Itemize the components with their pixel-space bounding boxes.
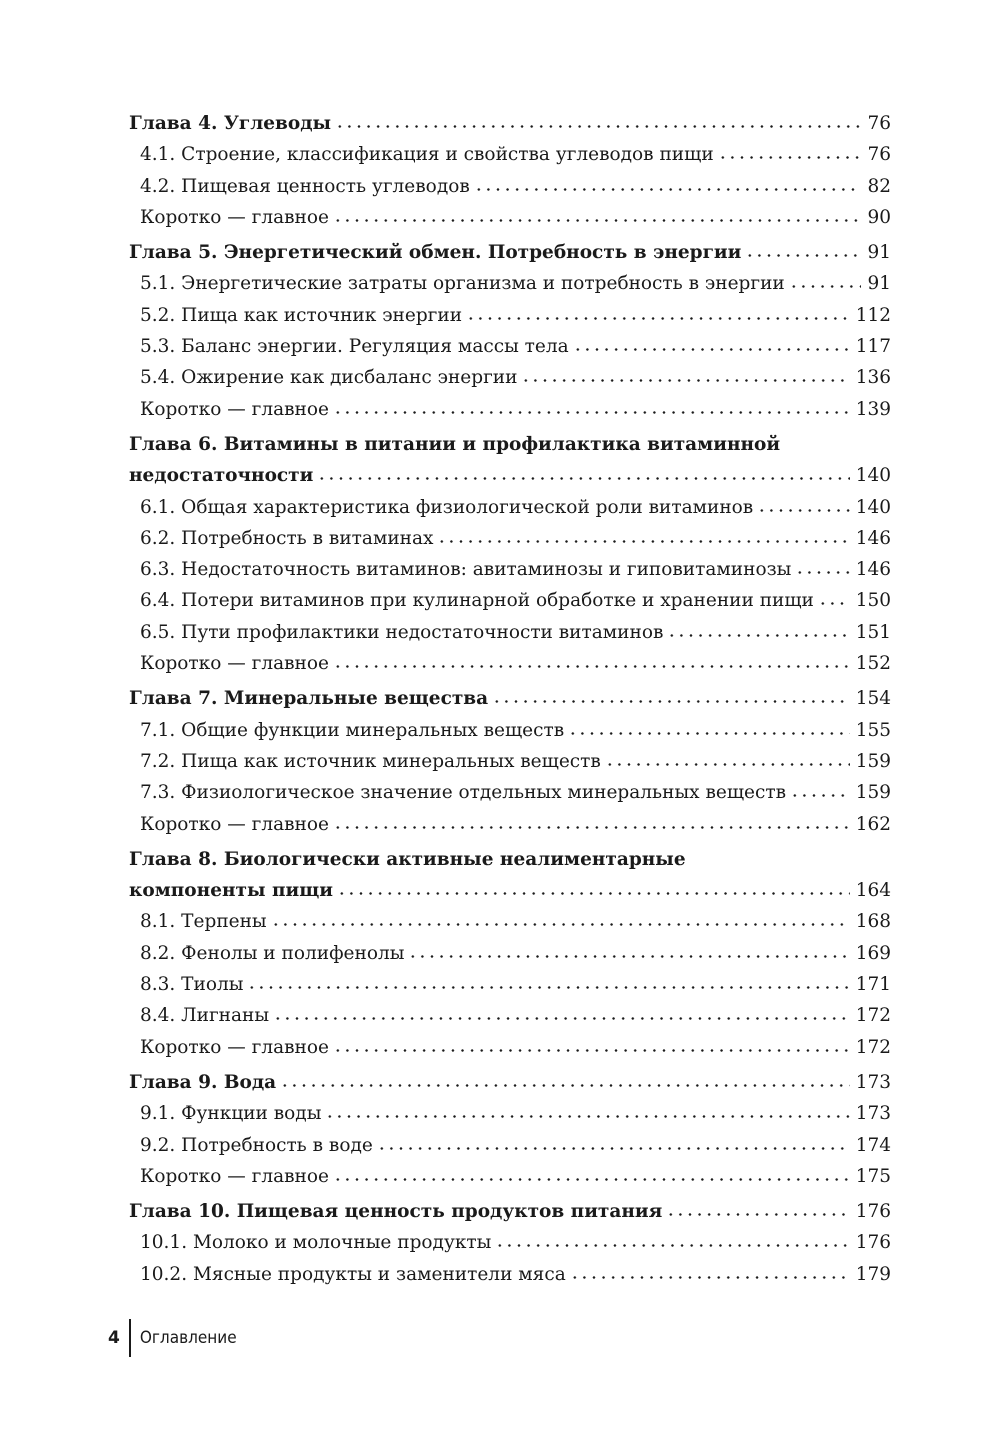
toc-section-entry-page: 159 bbox=[855, 750, 891, 772]
toc-section-entry-title: 5.4. Ожирение как дисбаланс энергии bbox=[140, 367, 518, 389]
toc-chapter bbox=[129, 429, 891, 679]
toc-section-entry-page: 159 bbox=[855, 782, 891, 804]
toc-section-entry[interactable] bbox=[129, 1161, 891, 1192]
toc-section-entry-title: 10.1. Молоко и молочные продукты bbox=[140, 1232, 492, 1254]
toc-chapter-entry[interactable] bbox=[129, 237, 891, 268]
dot-leader bbox=[474, 188, 862, 191]
toc-section-entry-page: 76 bbox=[867, 144, 891, 166]
toc-section-entry-title: Коротко — главное bbox=[140, 1165, 329, 1187]
toc-section-entry[interactable] bbox=[129, 906, 891, 937]
toc-section-entry-title: 7.1. Общие функции минеральных веществ bbox=[140, 719, 565, 741]
toc-section-entry-page: 173 bbox=[855, 1103, 891, 1125]
toc-section-entry[interactable] bbox=[129, 938, 891, 969]
toc-section-entry-page: 139 bbox=[855, 398, 891, 420]
dot-leader bbox=[317, 477, 849, 480]
toc-chapter-entry-title: Глава 10. Пищевая ценность продуктов питания bbox=[129, 1201, 663, 1223]
toc-chapter-entry[interactable] bbox=[129, 875, 891, 906]
dot-leader bbox=[333, 219, 862, 222]
toc-section-entry-title: 5.1. Энергетические затраты организма и потребность в энергии bbox=[140, 273, 785, 295]
toc-section-entry-title: 8.1. Терпены bbox=[140, 911, 267, 933]
dot-leader bbox=[247, 986, 849, 989]
toc-section-entry-page: 171 bbox=[855, 974, 891, 996]
toc-section-entry[interactable] bbox=[129, 1000, 891, 1031]
toc-chapter-entry-page: 91 bbox=[867, 242, 891, 264]
toc-section-entry[interactable] bbox=[129, 1227, 891, 1258]
toc-section-entry-title: Коротко — главное bbox=[140, 653, 329, 675]
toc-section-entry-page: 152 bbox=[855, 653, 891, 675]
dot-leader bbox=[280, 1084, 850, 1087]
dot-leader bbox=[492, 700, 850, 703]
dot-leader bbox=[325, 1115, 849, 1118]
dot-leader bbox=[273, 1017, 850, 1020]
toc-section-entry-title: 6.3. Недостаточность витаминов: авитаминозы и гиповитаминозы bbox=[140, 559, 792, 581]
toc-chapter-entry-title: Глава 9. Вода bbox=[129, 1071, 277, 1093]
toc-section-entry[interactable] bbox=[129, 746, 891, 777]
toc-section-entry-page: 179 bbox=[855, 1263, 891, 1285]
toc-chapter bbox=[129, 844, 891, 1063]
toc-section-entry-title: Коротко — главное bbox=[140, 1036, 329, 1058]
dot-leader bbox=[271, 923, 850, 926]
toc-section-entry[interactable] bbox=[129, 554, 891, 585]
dot-leader bbox=[333, 411, 850, 414]
toc-section-entry-title: 4.2. Пищевая ценность углеводов bbox=[140, 175, 470, 197]
toc-chapter bbox=[129, 1196, 891, 1290]
toc-section-entry-title: 10.2. Мясные продукты и заменители мяса bbox=[140, 1263, 566, 1285]
toc-section-entry-page: 117 bbox=[855, 336, 891, 358]
toc-chapter bbox=[129, 237, 891, 425]
toc-section-entry-page: 82 bbox=[867, 175, 891, 197]
toc-chapter-entry[interactable] bbox=[129, 460, 891, 491]
toc-section-entry-page: 90 bbox=[867, 206, 891, 228]
toc-section-entry-title: 5.3. Баланс энергии. Регуляция массы тела bbox=[140, 336, 569, 358]
toc-section-entry[interactable] bbox=[129, 268, 891, 299]
dot-leader bbox=[757, 509, 849, 512]
toc-section-entry-page: 172 bbox=[855, 1005, 891, 1027]
toc-section-entry-title: 9.2. Потребность в воде bbox=[140, 1134, 373, 1156]
toc-section-entry-page: 162 bbox=[855, 813, 891, 835]
toc-section-entry-page: 175 bbox=[855, 1165, 891, 1187]
toc-chapter-entry[interactable] bbox=[129, 1067, 891, 1098]
toc-section-entry[interactable] bbox=[129, 362, 891, 393]
toc-section-entry[interactable] bbox=[129, 139, 891, 170]
toc-chapter-entry-page: 173 bbox=[855, 1071, 891, 1093]
dot-leader bbox=[333, 665, 850, 668]
toc-section-entry-title: 6.2. Потребность в витаминах bbox=[140, 527, 434, 549]
toc-chapter-entry-title: Глава 4. Углеводы bbox=[129, 113, 332, 134]
dot-leader bbox=[568, 732, 850, 735]
toc-section-entry[interactable] bbox=[129, 331, 891, 362]
toc-section-entry-title: 7.3. Физиологическое значение отдельных минеральных веществ bbox=[140, 782, 787, 804]
dot-leader bbox=[333, 1049, 850, 1052]
running-title: Оглавление bbox=[139, 1328, 237, 1348]
toc-chapter-entry[interactable] bbox=[129, 108, 891, 139]
toc-chapter-entry-title: Глава 5. Энергетический обмен. Потребность в энергии bbox=[129, 242, 742, 264]
toc-section-entry[interactable] bbox=[129, 777, 891, 808]
toc-section-entry-page: 91 bbox=[867, 273, 891, 295]
toc-section-entry[interactable] bbox=[129, 394, 891, 425]
dot-leader bbox=[790, 794, 850, 797]
dot-leader bbox=[573, 348, 850, 351]
toc-section-entry-title: 6.1. Общая характеристика физиологической роли витаминов bbox=[140, 496, 754, 518]
dot-leader bbox=[333, 826, 850, 829]
dot-leader bbox=[335, 125, 861, 128]
toc-chapter-entry-title: недостаточности bbox=[129, 465, 314, 487]
dot-leader bbox=[337, 892, 850, 895]
toc-section-entry[interactable] bbox=[129, 202, 891, 233]
toc-section-entry-page: 112 bbox=[855, 304, 891, 326]
toc-chapter-entry-page: 176 bbox=[855, 1201, 891, 1223]
toc-section-entry[interactable] bbox=[129, 1032, 891, 1063]
dot-leader bbox=[466, 317, 850, 320]
dot-leader bbox=[795, 571, 849, 574]
dot-leader bbox=[818, 602, 850, 605]
toc-section-entry-title: 5.2. Пища как источник энергии bbox=[140, 304, 463, 326]
dot-leader bbox=[408, 955, 849, 958]
toc-section-entry[interactable] bbox=[129, 969, 891, 1000]
toc-chapter-entry-page: 140 bbox=[855, 465, 891, 487]
toc-section-entry-title: 9.1. Функции воды bbox=[140, 1103, 322, 1125]
toc-section-entry[interactable] bbox=[129, 171, 891, 202]
toc-section-entry[interactable] bbox=[129, 1130, 891, 1161]
toc-section-entry-title: 8.3. Тиолы bbox=[140, 974, 244, 996]
dot-leader bbox=[521, 379, 849, 382]
dot-leader bbox=[495, 1244, 849, 1247]
page-number: 4 bbox=[108, 1328, 120, 1348]
toc-section-entry[interactable] bbox=[129, 617, 891, 648]
dot-leader bbox=[789, 285, 862, 288]
toc-section-entry[interactable] bbox=[129, 492, 891, 523]
toc-section-entry-title: Коротко — главное bbox=[140, 398, 329, 420]
dot-leader bbox=[377, 1147, 850, 1150]
toc-section-entry-title: 7.2. Пища как источник минеральных веществ bbox=[140, 750, 601, 772]
toc-chapter bbox=[129, 1067, 891, 1192]
toc-section-entry-page: 140 bbox=[855, 496, 891, 518]
table-of-contents bbox=[129, 108, 891, 1294]
dot-leader bbox=[666, 1213, 849, 1216]
dot-leader bbox=[667, 634, 849, 637]
footer-divider bbox=[129, 1319, 131, 1357]
toc-section-entry-title: Коротко — главное bbox=[140, 206, 329, 228]
toc-section-entry-title: Коротко — главное bbox=[140, 813, 329, 835]
toc-section-entry-page: 168 bbox=[855, 911, 891, 933]
toc-chapter-entry[interactable] bbox=[129, 1196, 891, 1227]
toc-section-entry-page: 169 bbox=[855, 942, 891, 964]
dot-leader bbox=[745, 254, 861, 257]
toc-chapter-entry[interactable] bbox=[129, 683, 891, 714]
toc-chapter bbox=[129, 683, 891, 839]
toc-section-entry-page: 155 bbox=[855, 719, 891, 741]
toc-section-entry-page: 174 bbox=[855, 1134, 891, 1156]
page-footer bbox=[108, 1318, 237, 1358]
dot-leader bbox=[718, 156, 862, 159]
toc-section-entry-title: 8.4. Лигнаны bbox=[140, 1005, 270, 1027]
toc-section-entry[interactable] bbox=[129, 523, 891, 554]
toc-section-entry[interactable] bbox=[129, 300, 891, 331]
toc-chapter-entry-page: 76 bbox=[867, 113, 891, 134]
dot-leader bbox=[605, 763, 850, 766]
toc-section-entry-title: 6.4. Потери витаминов при кулинарной обработке и хранении пищи bbox=[140, 590, 814, 612]
toc-section-entry-page: 150 bbox=[855, 590, 891, 612]
toc-section-entry-page: 136 bbox=[855, 367, 891, 389]
toc-chapter bbox=[129, 108, 891, 233]
toc-chapter-entry-page: 154 bbox=[855, 688, 891, 710]
toc-section-entry-page: 146 bbox=[855, 559, 891, 581]
toc-section-entry[interactable] bbox=[129, 715, 891, 746]
toc-section-entry-title: 8.2. Фенолы и полифенолы bbox=[140, 942, 405, 964]
toc-section-entry-page: 151 bbox=[855, 621, 891, 643]
toc-section-entry[interactable] bbox=[129, 1098, 891, 1129]
dot-leader bbox=[333, 1178, 850, 1181]
toc-chapter-entry-title: Глава 7. Минеральные вещества bbox=[129, 688, 489, 710]
toc-chapter-entry-title: компоненты пищи bbox=[129, 880, 333, 902]
toc-section-entry[interactable] bbox=[129, 809, 891, 840]
toc-section-entry[interactable] bbox=[129, 648, 891, 679]
dot-leader bbox=[437, 540, 849, 543]
toc-section-entry-page: 176 bbox=[855, 1232, 891, 1254]
toc-chapter-entry-page: 164 bbox=[855, 880, 891, 902]
toc-section-entry-page: 146 bbox=[855, 527, 891, 549]
toc-section-entry[interactable] bbox=[129, 1259, 891, 1290]
chapter-title-line: Глава 8. Биологически активные неалиментарные bbox=[129, 848, 686, 870]
chapter-title-line: Глава 6. Витамины в питании и профилактика витаминной bbox=[129, 433, 781, 455]
toc-section-entry-title: 6.5. Пути профилактики недостаточности витаминов bbox=[140, 621, 664, 643]
dot-leader bbox=[570, 1276, 850, 1279]
toc-section-entry[interactable] bbox=[129, 585, 891, 616]
toc-section-entry-title: 4.1. Строение, классификация и свойства углеводов пищи bbox=[140, 144, 714, 166]
toc-section-entry-page: 172 bbox=[855, 1036, 891, 1058]
